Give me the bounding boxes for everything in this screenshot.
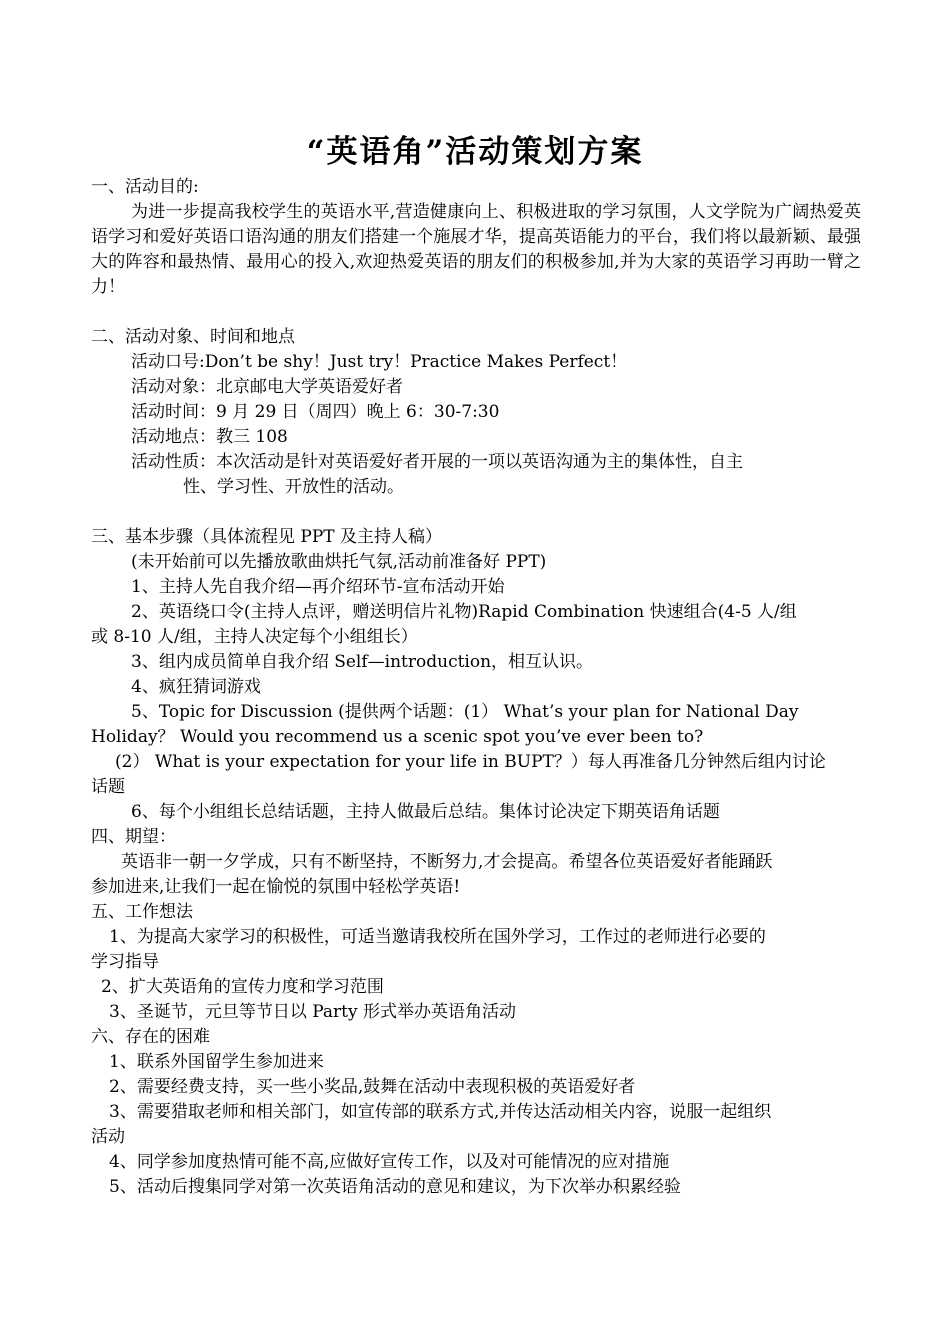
difficulty-1: 1、联系外国留学生参加进来 (109, 1052, 324, 1072)
step-5-line-1: 5、Topic for Discussion (提供两个话题：(1） What’s your plan for National Day (131, 702, 799, 722)
activity-place: 活动地点：教三 108 (131, 427, 288, 447)
section-3-heading: 三、基本步骤（具体流程见 PPT 及主持人稿） (91, 527, 443, 547)
difficulty-2: 2、需要经费支持，买一些小奖品,鼓舞在活动中表现积极的英语爱好者 (109, 1077, 636, 1097)
activity-target: 活动对象：北京邮电大学英语爱好者 (131, 377, 403, 397)
difficulty-5: 5、活动后搜集同学对第一次英语角活动的意见和建议，为下次举办积累经验 (109, 1177, 681, 1197)
step-2-line-2: 或 8-10 人/组，主持人决定每个小组组长） (91, 627, 418, 647)
section-5-heading: 五、工作想法 (91, 902, 193, 922)
section-1-heading: 一、活动目的: (91, 177, 199, 197)
idea-2: 2、扩大英语角的宣传力度和学习范围 (101, 977, 384, 997)
section-1-paragraph: 为进一步提高我校学生的英语水平,营造健康向上、积极进取的学习氛围，人文学院为广阔热爱英语学习和爱好英语口语沟通的朋友们搭建一个施展才华，提高英语能力的平台，我们将以最新颖、最强大的阵容和最热情、最用心的投入,欢迎热爱英语的朋友们的积极参加,并为大家的英语学习再助一臂之力！ (91, 202, 861, 297)
activity-time: 活动时间：9 月 29 日（周四）晚上 6：30-7:30 (131, 402, 500, 422)
section-4-heading: 四、期望： (91, 827, 176, 847)
section-2-heading: 二、活动对象、时间和地点 (91, 327, 295, 347)
step-2-line-1: 2、英语绕口令(主持人点评，赠送明信片礼物)Rapid Combination 快速组合(4-5 人/组 (131, 602, 797, 622)
step-4: 4、疯狂猜词游戏 (131, 677, 261, 697)
activity-slogan: 活动口号:Don’t be shy！Just try！Practice Makes Perfect！ (131, 352, 628, 372)
step-3: 3、组内成员简单自我介绍 Self—introduction，相互认识。 (131, 652, 594, 672)
document-body (91, 175, 861, 1200)
difficulty-3-line-2: 活动 (91, 1127, 125, 1147)
step-5-line-3: (2） What is your expectation for your life in BUPT？）每人再准备几分钟然后组内讨论 (115, 752, 826, 772)
expectation-line-2: 参加进来,让我们一起在愉悦的氛围中轻松学英语! (91, 877, 461, 897)
activity-nature-line-2: 性、学习性、开放性的活动。 (183, 477, 404, 497)
document-title: “英语角”活动策划方案 (306, 134, 644, 170)
difficulty-3-line-1: 3、需要猎取老师和相关部门，如宣传部的联系方式,并传达活动相关内容，说服一起组织 (109, 1102, 772, 1122)
activity-nature-line-1: 活动性质：本次活动是针对英语爱好者开展的一项以英语沟通为主的集体性，自主 (131, 452, 743, 472)
difficulty-4: 4、同学参加度热情可能不高,应做好宣传工作，以及对可能情况的应对措施 (109, 1152, 670, 1172)
idea-1-line-1: 1、为提高大家学习的积极性，可适当邀请我校所在国外学习，工作过的老师进行必要的 (109, 927, 766, 947)
step-5-line-4: 话题 (91, 777, 125, 797)
step-1: 1、主持人先自我介绍—再介绍环节-宣布活动开始 (131, 577, 505, 597)
idea-1-line-2: 学习指导 (91, 952, 159, 972)
expectation-line-1: 英语非一朝一夕学成，只有不断坚持，不断努力,才会提高。希望各位英语爱好者能踊跃 (121, 852, 773, 872)
section-6-heading: 六、存在的困难 (91, 1027, 210, 1047)
idea-3: 3、圣诞节，元旦等节日以 Party 形式举办英语角活动 (109, 1002, 516, 1022)
step-preparation: (未开始前可以先播放歌曲烘托气氛,活动前准备好 PPT) (131, 552, 547, 572)
step-5-line-2: Holiday？ Would you recommend us a scenic spot you’ve ever been to? (91, 727, 704, 747)
step-6: 6、每个小组组长总结话题，主持人做最后总结。集体讨论决定下期英语角话题 (131, 802, 720, 822)
